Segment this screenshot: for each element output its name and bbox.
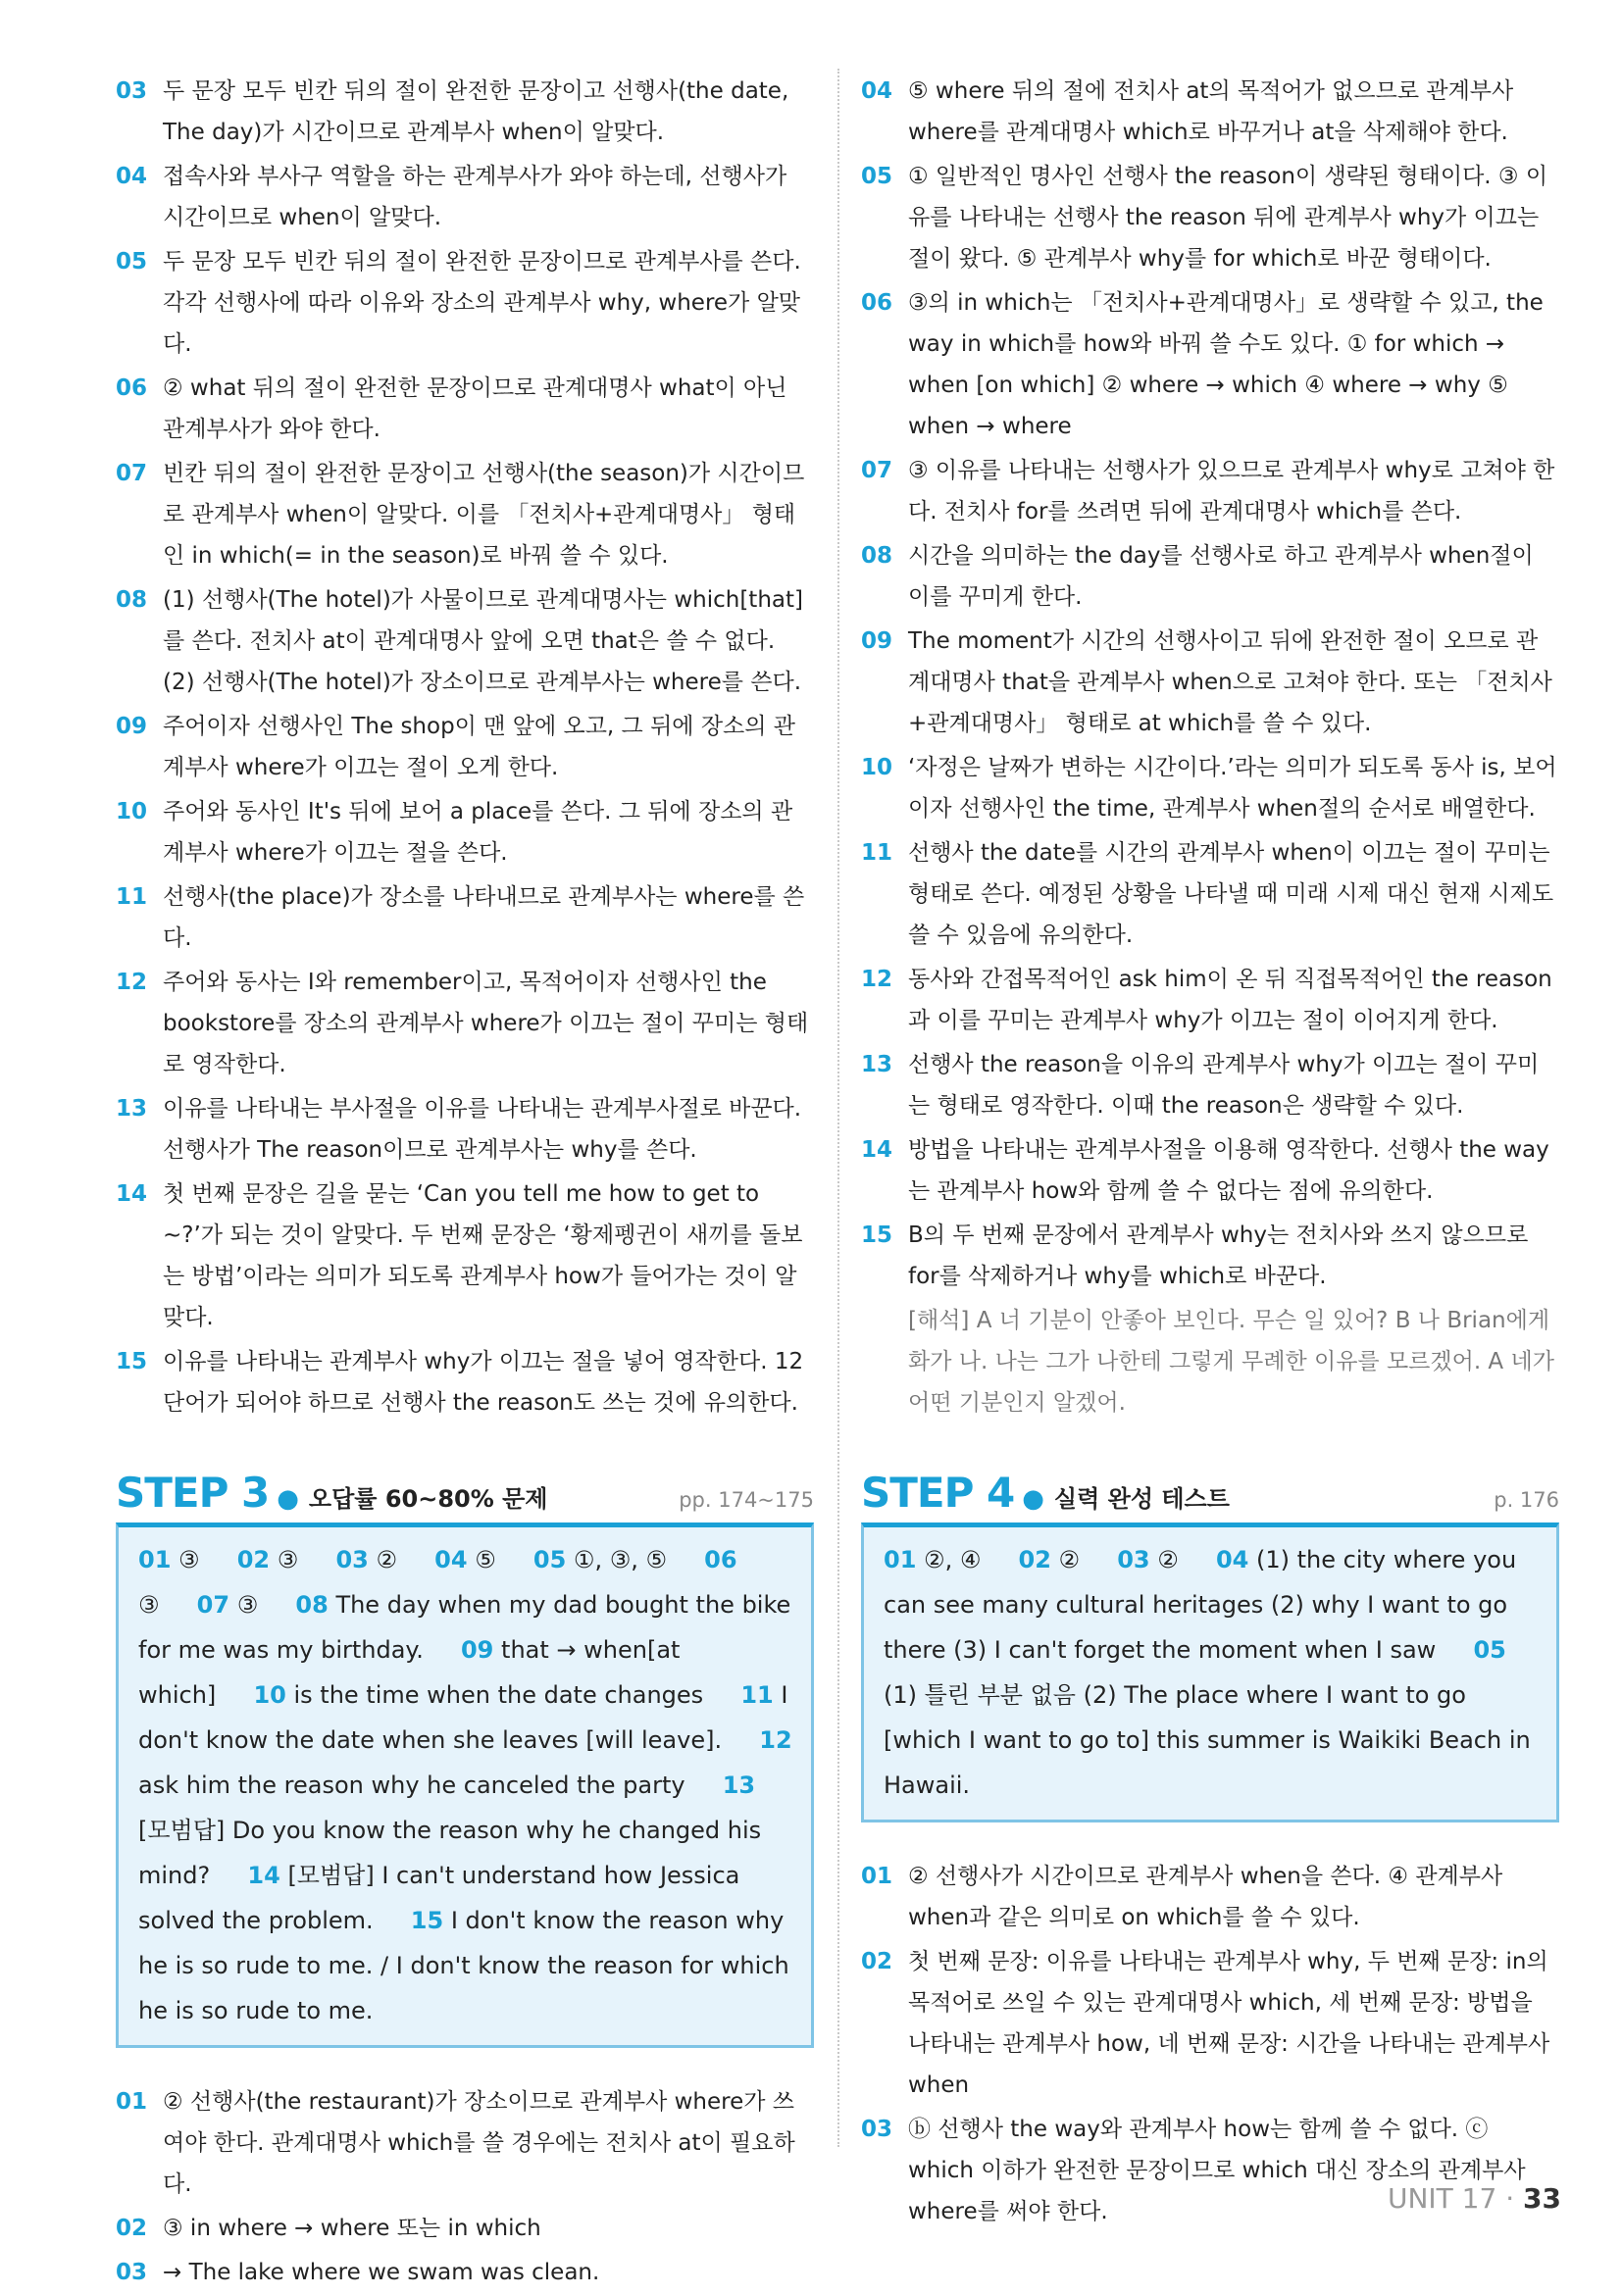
answer-text: ask him the reason why he canceled the party <box>138 1772 685 1799</box>
answer-number: 10 <box>253 1681 286 1709</box>
answer-entry <box>434 1546 496 1573</box>
item-number: 03 <box>116 78 148 104</box>
item-text: 접속사와 부사구 역할을 하는 관계부사가 와야 하는데, 선행사가 시간이므로 when이 알맞다. <box>163 164 787 230</box>
explanation-item <box>116 791 814 873</box>
item-text: ③의 in which는 「전치사+관계대명사」로 생략할 수 있고, the way in which를 how와 바꿔 쓸 수도 있다. ① for which → when [on which] ② where → which ④ where → why ⑤ when → where <box>908 290 1544 439</box>
item-number: 03 <box>861 2117 893 2142</box>
explanation-item <box>861 282 1559 447</box>
unit-label: UNIT 17 <box>1387 2182 1497 2215</box>
answer-number: 05 <box>532 1546 567 1573</box>
item-number: 01 <box>116 2089 148 2115</box>
item-number: 08 <box>861 543 893 569</box>
explanation-item <box>861 1044 1559 1126</box>
item-number: 01 <box>861 1864 893 1889</box>
item-text: The moment가 시간의 선행사이고 뒤에 완전한 절이 오므로 관계대명사 that을 관계부사 when으로 고쳐야 한다. 또는 「전치사+관계대명사」 형태로 at which를 쓸 수 있다. <box>908 628 1552 736</box>
item-text: 선행사(the place)가 장소를 나타내므로 관계부사는 where를 쓴다. <box>163 884 805 951</box>
explanation-item <box>861 1941 1559 2106</box>
explanation-item <box>861 959 1559 1041</box>
item-text: ③ 이유를 나타내는 선행사가 있으므로 관계부사 why로 고쳐야 한다. 전치사 for를 쓰려면 뒤에 관계대명사 which를 쓴다. <box>908 458 1555 524</box>
item-text: 시간을 의미하는 the day를 선행사로 하고 관계부사 when절이 이를 꾸미게 한다. <box>908 543 1534 610</box>
item-text: ② what 뒤의 절이 완전한 문장이므로 관계대명사 what이 아닌 관계부사가 와야 한다. <box>163 375 787 442</box>
answer-text: The day when my dad bought the bike for me was my birthday. <box>138 1591 791 1664</box>
item-number: 07 <box>116 461 148 486</box>
item-text: ⓑ 선행사 the way와 관계부사 how는 함께 쓸 수 없다. ⓒ which 이하가 완전한 문장이므로 which 대신 장소의 관계부사 where를 써야 한다. <box>908 2117 1526 2224</box>
answer-number: 02 <box>236 1546 271 1573</box>
item-number: 07 <box>861 458 893 483</box>
explanation-item <box>116 1341 814 1423</box>
item-text: 주어이자 선행사인 The shop이 맨 앞에 오고, 그 뒤에 장소의 관계부사 where가 이끄는 절이 오게 한다. <box>163 714 796 780</box>
explanation-list-step2 <box>116 71 814 1423</box>
item-number: 02 <box>861 1949 893 1974</box>
item-text: ③ in where → where 또는 in which <box>163 2216 541 2241</box>
item-text: ① 일반적인 명사인 선행사 the reason이 생략된 형태이다. ③ 이유를 나타내는 선행사 the reason 뒤에 관계부사 why가 이끄는 절이 왔다. ⑤ 관계부사 why를 for which로 바꾼 형태이다. <box>908 164 1548 272</box>
answer-number: 06 <box>704 1546 737 1573</box>
explanation-item <box>861 832 1559 956</box>
item-number: 13 <box>861 1052 893 1077</box>
answer-text: ①, ③, ⑤ <box>573 1546 667 1573</box>
explanation-item <box>861 747 1559 829</box>
item-number: 04 <box>861 78 893 104</box>
page-footer <box>1388 2182 1561 2215</box>
step4-header <box>861 1469 1559 1517</box>
answer-entry <box>253 1681 703 1709</box>
item-text: 두 문장 모두 빈칸 뒤의 절이 완전한 문장이고 선행사(the date, The day)가 시간이므로 관계부사 when이 알맞다. <box>163 78 789 145</box>
item-number: 14 <box>116 1181 148 1207</box>
explanation-item <box>116 2081 814 2205</box>
answer-number: 14 <box>247 1862 280 1889</box>
answer-entry <box>197 1591 259 1619</box>
answer-text: that → when[at which] <box>138 1636 681 1709</box>
explanation-item <box>116 962 814 1085</box>
answer-entry <box>237 1546 299 1573</box>
item-number: 12 <box>116 970 148 995</box>
answer-text: ⑤ <box>475 1546 496 1573</box>
item-number: 11 <box>116 884 148 910</box>
answer-entry <box>335 1546 397 1573</box>
item-text: → The lake where we swam was clean. <box>163 2260 600 2285</box>
item-text: 주어와 동사인 It's 뒤에 보어 a place를 쓴다. 그 뒤에 장소의 관계부사 where가 이끄는 절을 쓴다. <box>163 799 793 866</box>
explanation-item <box>116 368 814 450</box>
explanation-item <box>116 156 814 238</box>
step3-header <box>116 1469 814 1517</box>
item-text: 첫 번째 문장은 길을 묻는 ‘Can you tell me how to get to ~?’가 되는 것이 알맞다. 두 번째 문장은 ‘황제펭귄이 새끼를 돌보는 방법’이라는 의미가 되도록 관계부사 how가 들어가는 것이 알맞다. <box>163 1181 803 1330</box>
answer-number: 03 <box>335 1546 369 1573</box>
answer-number: 04 <box>434 1546 468 1573</box>
explanation-list-step3 <box>116 2081 814 2293</box>
answer-number: 01 <box>884 1546 917 1573</box>
item-number: 09 <box>861 628 893 654</box>
answer-number: 04 <box>1215 1546 1249 1573</box>
explanation-item <box>116 2208 814 2249</box>
answer-number: 15 <box>410 1907 444 1934</box>
item-number: 09 <box>116 714 148 739</box>
column-divider <box>837 69 839 2147</box>
explanation-item <box>116 71 814 153</box>
item-number: 05 <box>861 164 893 189</box>
page-number: 33 <box>1523 2182 1561 2215</box>
item-text: B의 두 번째 문장에서 관계부사 why는 전치사와 쓰지 않으므로 for를 삭제하거나 why를 which로 바꾼다. <box>908 1223 1529 1289</box>
item-text: ⑤ where 뒤의 절에 전치사 at의 목적어가 없으므로 관계부사 where를 관계대명사 which로 바꾸거나 at을 삭제해야 한다. <box>908 78 1514 145</box>
explanation-item <box>116 706 814 788</box>
explanation-item <box>861 621 1559 744</box>
answer-number: 05 <box>1473 1636 1506 1664</box>
explanation-item <box>116 1088 814 1171</box>
answer-entry <box>533 1546 667 1573</box>
step3-label: STEP 3 <box>116 1469 270 1517</box>
item-text: ② 선행사(the restaurant)가 장소이므로 관계부사 where가 쓰여야 한다. 관계대명사 which를 쓸 경우에는 전치사 at이 필요하다. <box>163 2089 795 2197</box>
item-text: ② 선행사가 시간이므로 관계부사 when을 쓴다. ④ 관계부사 when과 같은 의미로 on which를 쓸 수 있다. <box>908 1864 1503 1930</box>
item-text: 선행사 the reason을 이유의 관계부사 why가 이끄는 절이 꾸미는 형태로 영작한다. 이때 the reason은 생략할 수 있다. <box>908 1052 1540 1119</box>
item-text: (1) 선행사(The hotel)가 사물이므로 관계대명사는 which[that]를 쓴다. 전치사 at이 관계대명사 앞에 오면 that은 쓸 수 없다. (2) 선행사(The hotel)가 장소이므로 관계부사는 where를 쓴다. <box>163 587 803 695</box>
item-number: 10 <box>116 799 148 824</box>
item-number: 05 <box>116 249 148 275</box>
answer-text: I don't know the reason why he is so rude to me. / I don't know the reason for which he is so rude to me. <box>138 1907 789 2024</box>
answer-text: ③ <box>138 1591 160 1619</box>
answer-entry <box>1117 1546 1179 1573</box>
explanation-item <box>861 1856 1559 1938</box>
answer-text: ② <box>1157 1546 1179 1573</box>
item-text: 이유를 나타내는 관계부사 why가 이끄는 절을 넣어 영작한다. 12단어가 되어야 하므로 선행사 the reason도 쓰는 것에 유의한다. <box>163 1349 804 1416</box>
step4-title: 실력 완성 테스트 <box>1053 1485 1230 1513</box>
step3-title: 오답률 60~80% 문제 <box>308 1485 548 1513</box>
answer-number: 07 <box>196 1591 230 1619</box>
item-number: 06 <box>116 375 148 401</box>
step3-pages: pp. 174~175 <box>679 1488 814 1512</box>
answer-number: 01 <box>138 1546 172 1573</box>
answer-number: 08 <box>295 1591 329 1619</box>
item-text: 두 문장 모두 빈칸 뒤의 절이 완전한 문장이므로 관계부사를 쓴다. 각각 선행사에 따라 이유와 장소의 관계부사 why, where가 알맞다. <box>163 249 801 357</box>
answer-text: ③ <box>277 1546 299 1573</box>
explanation-item <box>861 535 1559 618</box>
answer-text: (1) 틀린 부분 없음 (2) The place where I want to go [which I want to go to] this summer is Waikiki Beach in Hawaii. <box>884 1681 1531 1799</box>
explanation-item <box>116 1173 814 1338</box>
item-number: 02 <box>116 2216 148 2241</box>
item-text: 선행사 the date를 시간의 관계부사 when이 이끄는 절이 꾸미는 형태로 쓴다. 예정된 상황을 나타낼 때 미래 시제 대신 현재 시제도 쓸 수 있음에 유의한다. <box>908 840 1554 948</box>
answer-number: 12 <box>759 1726 792 1754</box>
item-text: ‘자정은 날짜가 변하는 시간이다.’라는 의미가 되도록 동사 is, 보어이자 선행사인 the time, 관계부사 when절의 순서로 배열한다. <box>908 755 1557 822</box>
explanation-item <box>861 156 1559 279</box>
explanation-item <box>116 453 814 576</box>
bullet-dot-icon: ● <box>277 1484 299 1514</box>
right-column <box>861 71 1559 2235</box>
answer-text: [모범답] Do you know the reason why he changed his mind? <box>138 1817 762 1889</box>
step4-pages: p. 176 <box>1494 1488 1559 1512</box>
item-number: 11 <box>861 840 893 866</box>
item-number: 14 <box>861 1137 893 1163</box>
answer-number: 03 <box>1117 1546 1150 1573</box>
step3-answer-box <box>116 1522 814 2048</box>
footer-separator: · <box>1505 2182 1515 2215</box>
item-text: 방법을 나타내는 관계부사절을 이용해 영작한다. 선행사 the way는 관계부사 how와 함께 쓸 수 없다는 점에 유의한다. <box>908 1137 1549 1204</box>
answer-number: 02 <box>1018 1546 1051 1573</box>
item-text: 주어와 동사는 I와 remember이고, 목적어이자 선행사인 the bookstore를 장소의 관계부사 where가 이끄는 절이 꾸미는 형태로 영작한다. <box>163 970 809 1077</box>
explanation-item <box>116 2252 814 2293</box>
item-text: 이유를 나타내는 부사절을 이유를 나타내는 관계부사절로 바꾼다. 선행사가 The reason이므로 관계부사는 why를 쓴다. <box>163 1096 802 1163</box>
item-number: 13 <box>116 1096 148 1122</box>
answer-text: ② <box>1058 1546 1081 1573</box>
answer-number: 09 <box>460 1636 494 1664</box>
item-number: 15 <box>116 1349 148 1374</box>
item-number: 08 <box>116 587 148 613</box>
explanation-item <box>861 1215 1559 1297</box>
answer-text: I don't know the date when she leaves [will leave]. <box>138 1681 788 1754</box>
explanation-item <box>116 579 814 703</box>
explanation-item <box>861 71 1559 153</box>
answer-entry <box>884 1546 981 1573</box>
item-number: 06 <box>861 290 893 316</box>
answer-number: 13 <box>722 1772 756 1799</box>
item-text: 빈칸 뒤의 절이 완전한 문장이고 선행사(the season)가 시간이므로 관계부사 when이 알맞다. 이를 「전치사+관계대명사」 형태인 in which(= in the season)로 바꿔 쓸 수 있다. <box>163 461 805 569</box>
explanation-list-step3-cont <box>861 71 1559 1297</box>
explanation-item <box>861 1129 1559 1212</box>
item-number: 15 <box>861 1223 893 1248</box>
answer-text: ②, ④ <box>924 1546 982 1573</box>
item-number: 04 <box>116 164 148 189</box>
answer-text: is the time when the date changes <box>293 1681 704 1709</box>
item-number: 03 <box>116 2260 148 2285</box>
explanation-item <box>116 876 814 959</box>
explanation-item <box>116 241 814 365</box>
answer-text: ② <box>376 1546 397 1573</box>
item-number: 12 <box>861 967 893 992</box>
left-column <box>116 71 814 2296</box>
bullet-dot-icon: ● <box>1022 1484 1044 1514</box>
answer-entry <box>138 1546 200 1573</box>
item-number: 10 <box>861 755 893 780</box>
item-text: 첫 번째 문장: 이유를 나타내는 관계부사 why, 두 번째 문장: in의 목적어로 쓰일 수 있는 관계대명사 which, 세 번째 문장: 방법을 나타내는 관계부사 how, 네 번째 문장: 시간을 나타내는 관계부사 when <box>908 1949 1550 2098</box>
item-text: 동사와 간접목적어인 ask him이 온 뒤 직접목적어인 the reason과 이를 꾸미는 관계부사 why가 이끄는 절이 이어지게 한다. <box>908 967 1552 1033</box>
explanation-list-step4 <box>861 1856 1559 2232</box>
answer-text: [모범답] I can't understand how Jessica solved the problem. <box>138 1862 740 1934</box>
translation-text: [해석] A 너 기분이 안좋아 보인다. 무슨 일 있어? B 나 Brian에게 화가 나. 나는 그가 나한테 그렇게 무례한 이유를 모르겠어. A 네가 어떤 기분인지 알겠어. <box>908 1308 1554 1416</box>
step4-label: STEP 4 <box>861 1469 1015 1517</box>
answer-text: ③ <box>236 1591 259 1619</box>
answer-entry <box>1019 1546 1081 1573</box>
answer-number: 11 <box>740 1681 774 1709</box>
answer-text: ③ <box>178 1546 200 1573</box>
answer-text: (1) the city where you can see many cultural heritages (2) why I want to go there (3) I can't forget the moment when I saw <box>884 1546 1517 1664</box>
step4-answer-box <box>861 1522 1559 1822</box>
explanation-item <box>861 450 1559 532</box>
